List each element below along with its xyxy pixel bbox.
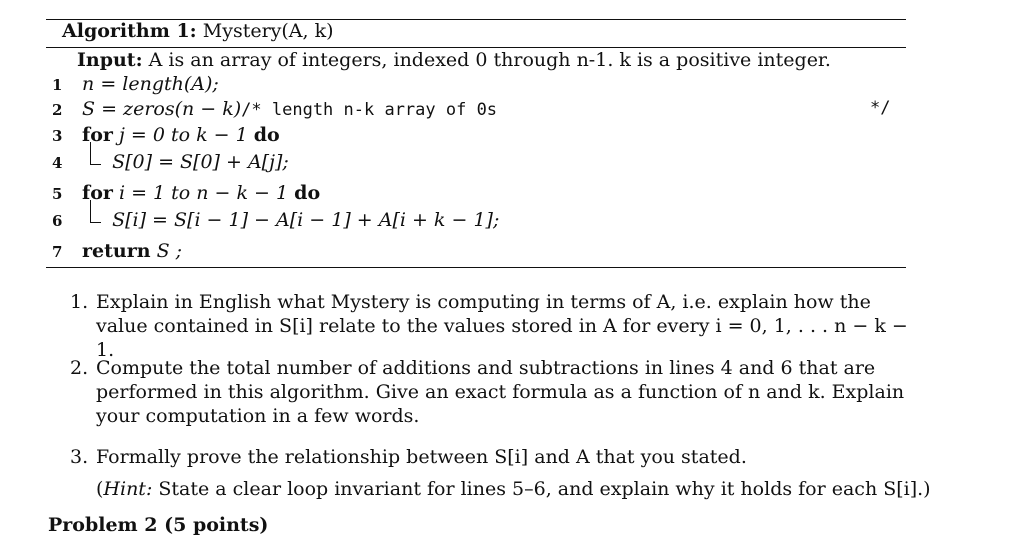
line-comment: /* length n-k array of 0s (241, 100, 498, 120)
line-code: S = zeros(n − k) (82, 98, 242, 120)
line-text: j = 0 to k − 1 (118, 124, 248, 146)
bottom-rule (46, 267, 906, 268)
algorithm-line-6 (52, 209, 499, 231)
line-number: 4 (52, 154, 63, 172)
algorithm-name: Mystery(A, k) (202, 20, 334, 42)
question-text: Formally prove the relationship between S[i] and A that you stated. (96, 446, 747, 468)
line-number: 5 (52, 185, 63, 203)
algorithm-line-1 (52, 73, 219, 95)
input-text: A is an array of integers, indexed 0 through n-1. k is a positive integer. (148, 49, 831, 71)
keyword-return: return (82, 240, 151, 262)
input-label: Input: (77, 49, 143, 71)
keyword-for: for (82, 182, 113, 204)
keyword-do: do (253, 124, 280, 146)
algorithm-label: Algorithm 1: (62, 20, 197, 42)
question-2 (70, 356, 905, 427)
line-number: 7 (52, 243, 63, 261)
algorithm-line-7 (52, 240, 182, 262)
question-text: Explain in English what Mystery is computing in terms of A, i.e. explain how the value contained in S[i] relate to the values stored in A for every i = 0, 1, . . . n − k − 1. (96, 291, 908, 361)
line-text: i = 1 to n − k − 1 (118, 182, 289, 204)
line-number: 3 (52, 127, 63, 145)
comment-end: */ (870, 98, 891, 118)
line-number: 6 (52, 212, 63, 230)
hint-text: State a clear loop invariant for lines 5–6, and explain why it holds for each S[i].) (158, 478, 931, 500)
line-number: 1 (52, 76, 63, 94)
hint-label: Hint: (103, 478, 153, 500)
title-rule (46, 47, 906, 48)
line-number: 2 (52, 101, 63, 119)
line-text: n = length(A); (82, 73, 219, 95)
algorithm-line-3 (52, 124, 280, 146)
question-text: Compute the total number of additions and subtractions in lines 4 and 6 that are performed in this algorithm. Give an exact formula as a function of n and k. Explain your computation in a few words. (96, 357, 905, 427)
next-problem-heading: Problem 2 (5 points) (48, 514, 269, 536)
question-number: 3. (70, 446, 89, 468)
algorithm-title (62, 20, 334, 42)
question-1 (70, 290, 908, 361)
line-text: S ; (156, 240, 183, 262)
question-number: 1. (70, 291, 89, 313)
keyword-for: for (82, 124, 113, 146)
line-text: S[i] = S[i − 1] − A[i − 1] + A[i + k − 1]; (112, 209, 500, 231)
algorithm-line-4 (52, 151, 289, 173)
question-number: 2. (70, 357, 89, 379)
hint: (Hint: State a clear loop invariant for lines 5–6, and explain why it holds for each S[i].) (96, 478, 931, 500)
algorithm-input (77, 49, 831, 71)
keyword-do: do (294, 182, 321, 204)
algorithm-line-2 (52, 98, 497, 120)
question-3 (70, 445, 747, 469)
line-text: S[0] = S[0] + A[j]; (112, 151, 289, 173)
